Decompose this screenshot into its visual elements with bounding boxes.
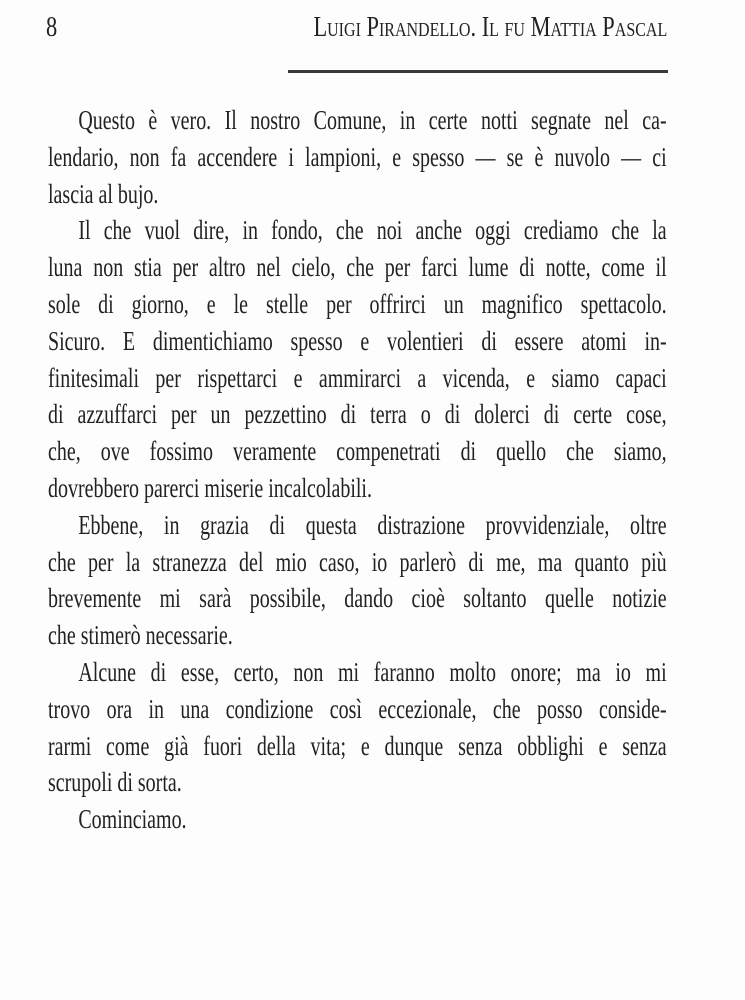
- text-line: Il che vuol dire, in fondo, che noi anche oggi crediamo che la: [78, 215, 667, 246]
- text-line: brevemente mi sarà possibile, dando cioè soltanto quelle notizie: [48, 583, 667, 614]
- text-line: che, ove fossimo veramente compenetrati di quello che siamo,: [48, 436, 667, 467]
- text-line: lascia al bujo.: [48, 178, 159, 209]
- paragraph: [48, 102, 667, 212]
- text-line: Alcune di esse, certo, non mi faranno molto onore; ma io mi: [78, 656, 667, 687]
- header-rule: [288, 70, 668, 73]
- text-line: trovo ora in una condizione così eccezionale, che posso conside-: [48, 693, 667, 724]
- text-line: dovrebbero parerci miserie incalcolabili.: [48, 472, 372, 503]
- text-line: luna non stia per altro nel cielo, che per farci lume di notte, come il: [48, 252, 667, 283]
- paragraph: [48, 212, 667, 506]
- paragraph: [48, 507, 667, 654]
- text-line: Sicuro. E dimentichiamo spesso e volentieri di essere atomi in-: [48, 325, 667, 356]
- text-line: sole di giorno, e le stelle per offrirci un magnifico spettacolo.: [48, 288, 667, 319]
- paragraph: [48, 654, 667, 801]
- page-number: 8: [46, 12, 58, 43]
- body-text: [48, 102, 667, 838]
- text-line: Cominciamo.: [78, 804, 187, 835]
- text-line: che per la stranezza del mio caso, io parlerò di me, ma quanto più: [48, 546, 667, 577]
- text-line: Questo è vero. Il nostro Comune, in certe notti segnate nel ca-: [78, 105, 667, 135]
- text-line: di azzuffarci per un pezzettino di terra o di dolerci di certe cose,: [48, 399, 667, 430]
- text-line: finitesimali per rispettarci e ammirarci a vicenda, e siamo capaci: [48, 362, 667, 393]
- paragraph: [48, 801, 667, 838]
- text-line: che stimerò necessarie.: [48, 620, 233, 651]
- running-title: Luigi Pirandello. Il fu Mattia Pascal: [313, 12, 667, 43]
- text-line: Ebbene, in grazia di questa distrazione provvidenziale, oltre: [78, 509, 667, 540]
- text-line: scrupoli di sorta.: [48, 767, 182, 798]
- text-line: rarmi come già fuori della vita; e dunque senza obblighi e senza: [48, 730, 667, 761]
- text-line: lendario, non fa accendere i lampioni, e spesso — se è nuvolo — ci: [48, 141, 667, 172]
